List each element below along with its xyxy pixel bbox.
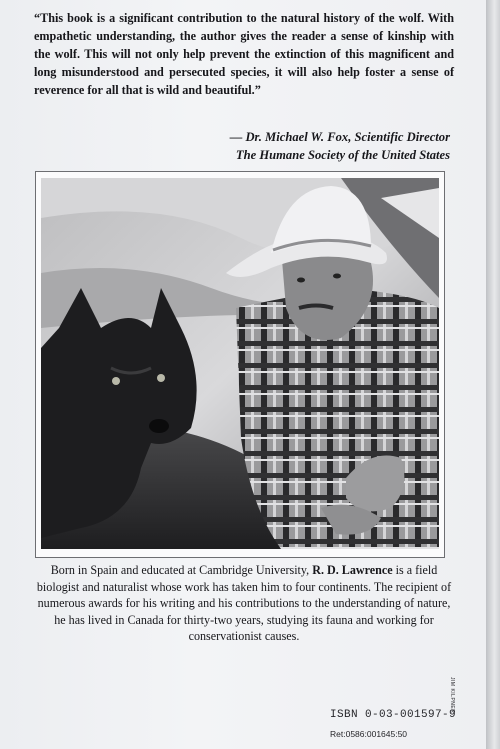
photo-credit: JIM KILPNER — [449, 677, 455, 714]
bio-text-part1: Born in Spain and educated at Cambridge University, — [50, 563, 313, 577]
quote-attribution — [150, 128, 450, 164]
page-edge — [486, 0, 500, 749]
author-name: R. D. Lawrence — [312, 563, 393, 577]
review-quote: “This book is a significant contribution to the natural history of the wolf. With empathetic understanding, the author gives the reader a sense of kinship with the wolf. This will not only help prevent the extinction of this magnificent and long misunderstood and persecuted species, it will also help foster a sense of reverence for all that is wild and beautiful.” — [34, 11, 454, 97]
author-with-wolf-image — [41, 178, 439, 549]
retail-code: Ret:0586:001645:50 — [330, 729, 408, 739]
author-bio — [32, 562, 456, 645]
author-photo — [41, 178, 439, 549]
attribution-name: — Dr. Michael W. Fox, Scientific Director — [229, 130, 450, 144]
bio-text-part2: is a field biologist and naturalist whose work has taken him to four continents. The recipient of numerous awards for his writing and his contributions to the understanding of nature, he has lived in Canada for thirty-two years, studying its fauna and working for conservationist causes. — [36, 563, 452, 643]
isbn: ISBN 0-03-001597-9 — [330, 709, 457, 721]
attribution-organization: The Humane Society of the United States — [235, 148, 450, 162]
